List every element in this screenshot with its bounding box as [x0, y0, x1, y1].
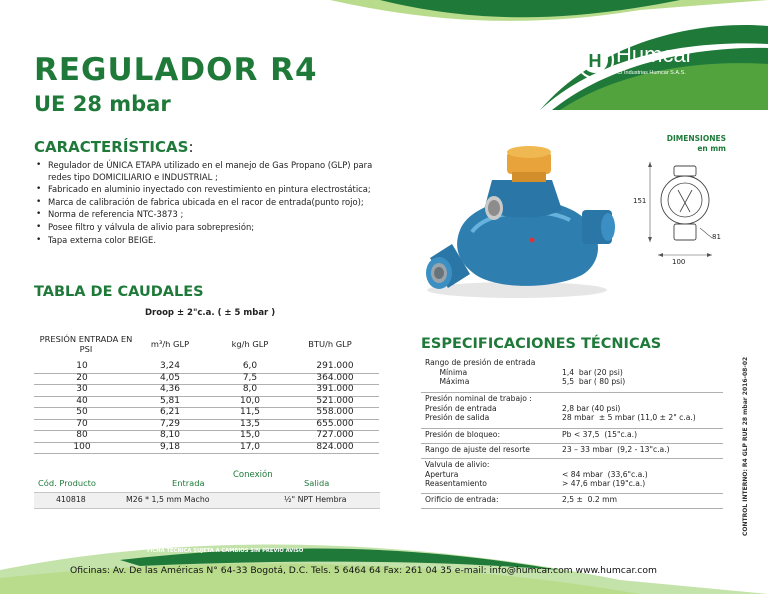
flow-table-cell: 5,81 — [159, 395, 181, 406]
disclaimer: FICHA TÉCNICA SUJETA A CAMBIOS SIN PREVIO AVISO — [147, 548, 304, 554]
flow-table-cell: 7,5 — [242, 372, 258, 383]
flow-table-cell: 8,10 — [159, 430, 181, 440]
flow-table-cell: 50 — [76, 407, 88, 417]
dimensions-title: DIMENSIONES en mm — [666, 134, 726, 153]
specs-title: ESPECIFICACIONES TÉCNICAS — [421, 336, 662, 352]
dimension-depth-label: 81 — [712, 233, 721, 241]
flow-table-cell: 521.000 — [316, 395, 354, 406]
spec-row — [421, 458, 723, 494]
flow-table-cell: 30 — [76, 384, 88, 394]
flow-table-cell: 391.000 — [316, 384, 354, 394]
spec-label: Valvula de alivio: Apertura Reasentamiento — [425, 460, 490, 489]
spec-value: 2,5 ± 0.2 mm — [562, 495, 617, 504]
flow-table-title: TABLA DE CAUDALES — [34, 284, 204, 300]
flow-table-cell: 80 — [76, 430, 88, 440]
feature-item: • Marca de calibración de fabrica ubicada en el racor de entrada(punto rojo); — [36, 196, 364, 207]
product-outlet: ½" NPT Hembra — [284, 495, 347, 504]
flow-table-cell: 9,18 — [159, 441, 181, 452]
brand-name: Humcar — [616, 42, 694, 67]
spec-value: 23 – 33 mbar (9,2 - 13"c.a.) — [562, 445, 670, 454]
logo-letter: H — [588, 51, 602, 71]
flow-table-cell: 70 — [76, 418, 88, 429]
flow-table-cell: 824.000 — [316, 441, 354, 452]
flow-table-row — [34, 442, 379, 455]
spec-label: Presión de bloqueo: — [425, 430, 501, 439]
dimensions-drawing — [630, 160, 740, 270]
col-header-kgh: kg/h GLP — [231, 339, 269, 349]
conexion-label: Conexión — [233, 470, 273, 480]
spec-value: 1,4 bar (20 psi) 5,5 bar ( 80 psi) — [562, 367, 626, 387]
regulator-product-image — [412, 140, 622, 300]
feature-item: • Posee filtro y válvula de alivio para sobrepresión; — [36, 221, 255, 232]
spec-row — [421, 443, 723, 459]
flow-table-cell: 20 — [76, 372, 88, 383]
flow-table-cell: 6,21 — [159, 407, 181, 417]
flow-table-cell: 8,0 — [242, 384, 258, 394]
inlet-header: Entrada — [172, 478, 205, 488]
spec-row — [421, 428, 723, 444]
feature-item: • Regulador de ÚNICA ETAPA utilizado en el manejo de Gas Propano (GLP) para redes tipo DOMICILIARIO e INDUSTRIAL ; — [36, 160, 373, 182]
feature-item: • Tapa externa color BEIGE. — [36, 234, 157, 245]
spec-label: Rango de presión de entrada Mínima Máxima — [425, 358, 536, 387]
page-title: REGULADOR R4 — [34, 52, 318, 88]
feature-item: • Fabricado en aluminio inyectado con revestimiento en pintura electrostática; — [36, 184, 371, 195]
flow-table-cell: 558.000 — [316, 407, 354, 417]
spec-value: < 84 mbar (33,6"c.a.) > 47,6 mbar (19"c.a.) — [562, 469, 648, 489]
control-note: CONTROL INTERNO: R4 GLP RUE 28 mbar 2016-08-02 — [742, 356, 749, 536]
flow-table-cell: 10,0 — [239, 395, 261, 406]
flow-table-cell: 727.000 — [316, 430, 354, 440]
col-header-m3h: m³/h GLP — [150, 339, 190, 349]
flow-table-cell: 3,24 — [159, 361, 181, 371]
page-subtitle: UE 28 mbar — [34, 92, 171, 116]
spec-value: 2,8 bar (40 psi) 28 mbar ± 5 mbar (11,0 ± 2" c.a.) — [562, 403, 696, 423]
feature-item: • Norma de referencia NTC-3873 ; — [36, 209, 184, 220]
spec-label: Rango de ajuste del resorte — [425, 445, 530, 454]
flow-table-cell: 4,36 — [159, 384, 181, 394]
dimension-height-label: 151 — [633, 197, 647, 205]
flow-table-cell: 291.000 — [316, 361, 354, 371]
flow-table-cell: 655.000 — [316, 418, 354, 429]
flow-table-cell: 100 — [73, 441, 91, 452]
outlet-header: Salida — [304, 478, 330, 488]
product-code-header: Cód. Producto — [38, 478, 96, 488]
brand-tagline: CI Industrias Humcar S.A.S. — [617, 70, 686, 76]
col-header-btuh: BTU/h GLP — [308, 339, 352, 349]
contact-footer: Oficinas: Av. De las Américas N° 64-33 Bogotá, D.C. Tels. 5 6464 64 Fax: 261 04 35 e-mail: info@humcar.com www.humcar.com — [70, 565, 657, 576]
spec-label: Orificio de entrada: — [425, 495, 499, 504]
features-list — [34, 160, 394, 247]
features-title: CARACTERÍSTICAS: — [34, 138, 194, 156]
spec-row — [421, 493, 723, 509]
flow-table-cell: 40 — [76, 395, 88, 406]
col-header-pressure: PRESIÓN ENTRADA EN PSI — [39, 334, 133, 354]
droop-note: Droop ± 2"c.a. ( ± 5 mbar ) — [145, 308, 276, 318]
dimension-width-label: 100 — [672, 258, 686, 266]
flow-table-cell: 13,5 — [239, 418, 261, 429]
product-inlet: M26 * 1,5 mm Macho — [126, 495, 210, 504]
spec-value: Pb < 37,5 (15"c.a.) — [562, 430, 638, 439]
flow-table-cell: 17,0 — [239, 441, 261, 452]
spec-row — [421, 356, 723, 393]
flow-table-cell: 7,29 — [159, 418, 181, 429]
product-row — [34, 492, 380, 509]
flow-table-cell: 364.000 — [316, 372, 354, 383]
spec-row — [421, 392, 723, 429]
flow-table-cell: 11,5 — [239, 407, 261, 417]
flow-table-cell: 15,0 — [239, 430, 261, 440]
flow-table-cell: 4,05 — [159, 372, 181, 383]
spec-label: Presión nominal de trabajo : Presión de entrada Presión de salida — [425, 394, 532, 423]
flow-table-cell: 10 — [76, 361, 88, 371]
flow-table-cell: 6,0 — [242, 361, 258, 371]
product-code: 410818 — [56, 495, 86, 504]
